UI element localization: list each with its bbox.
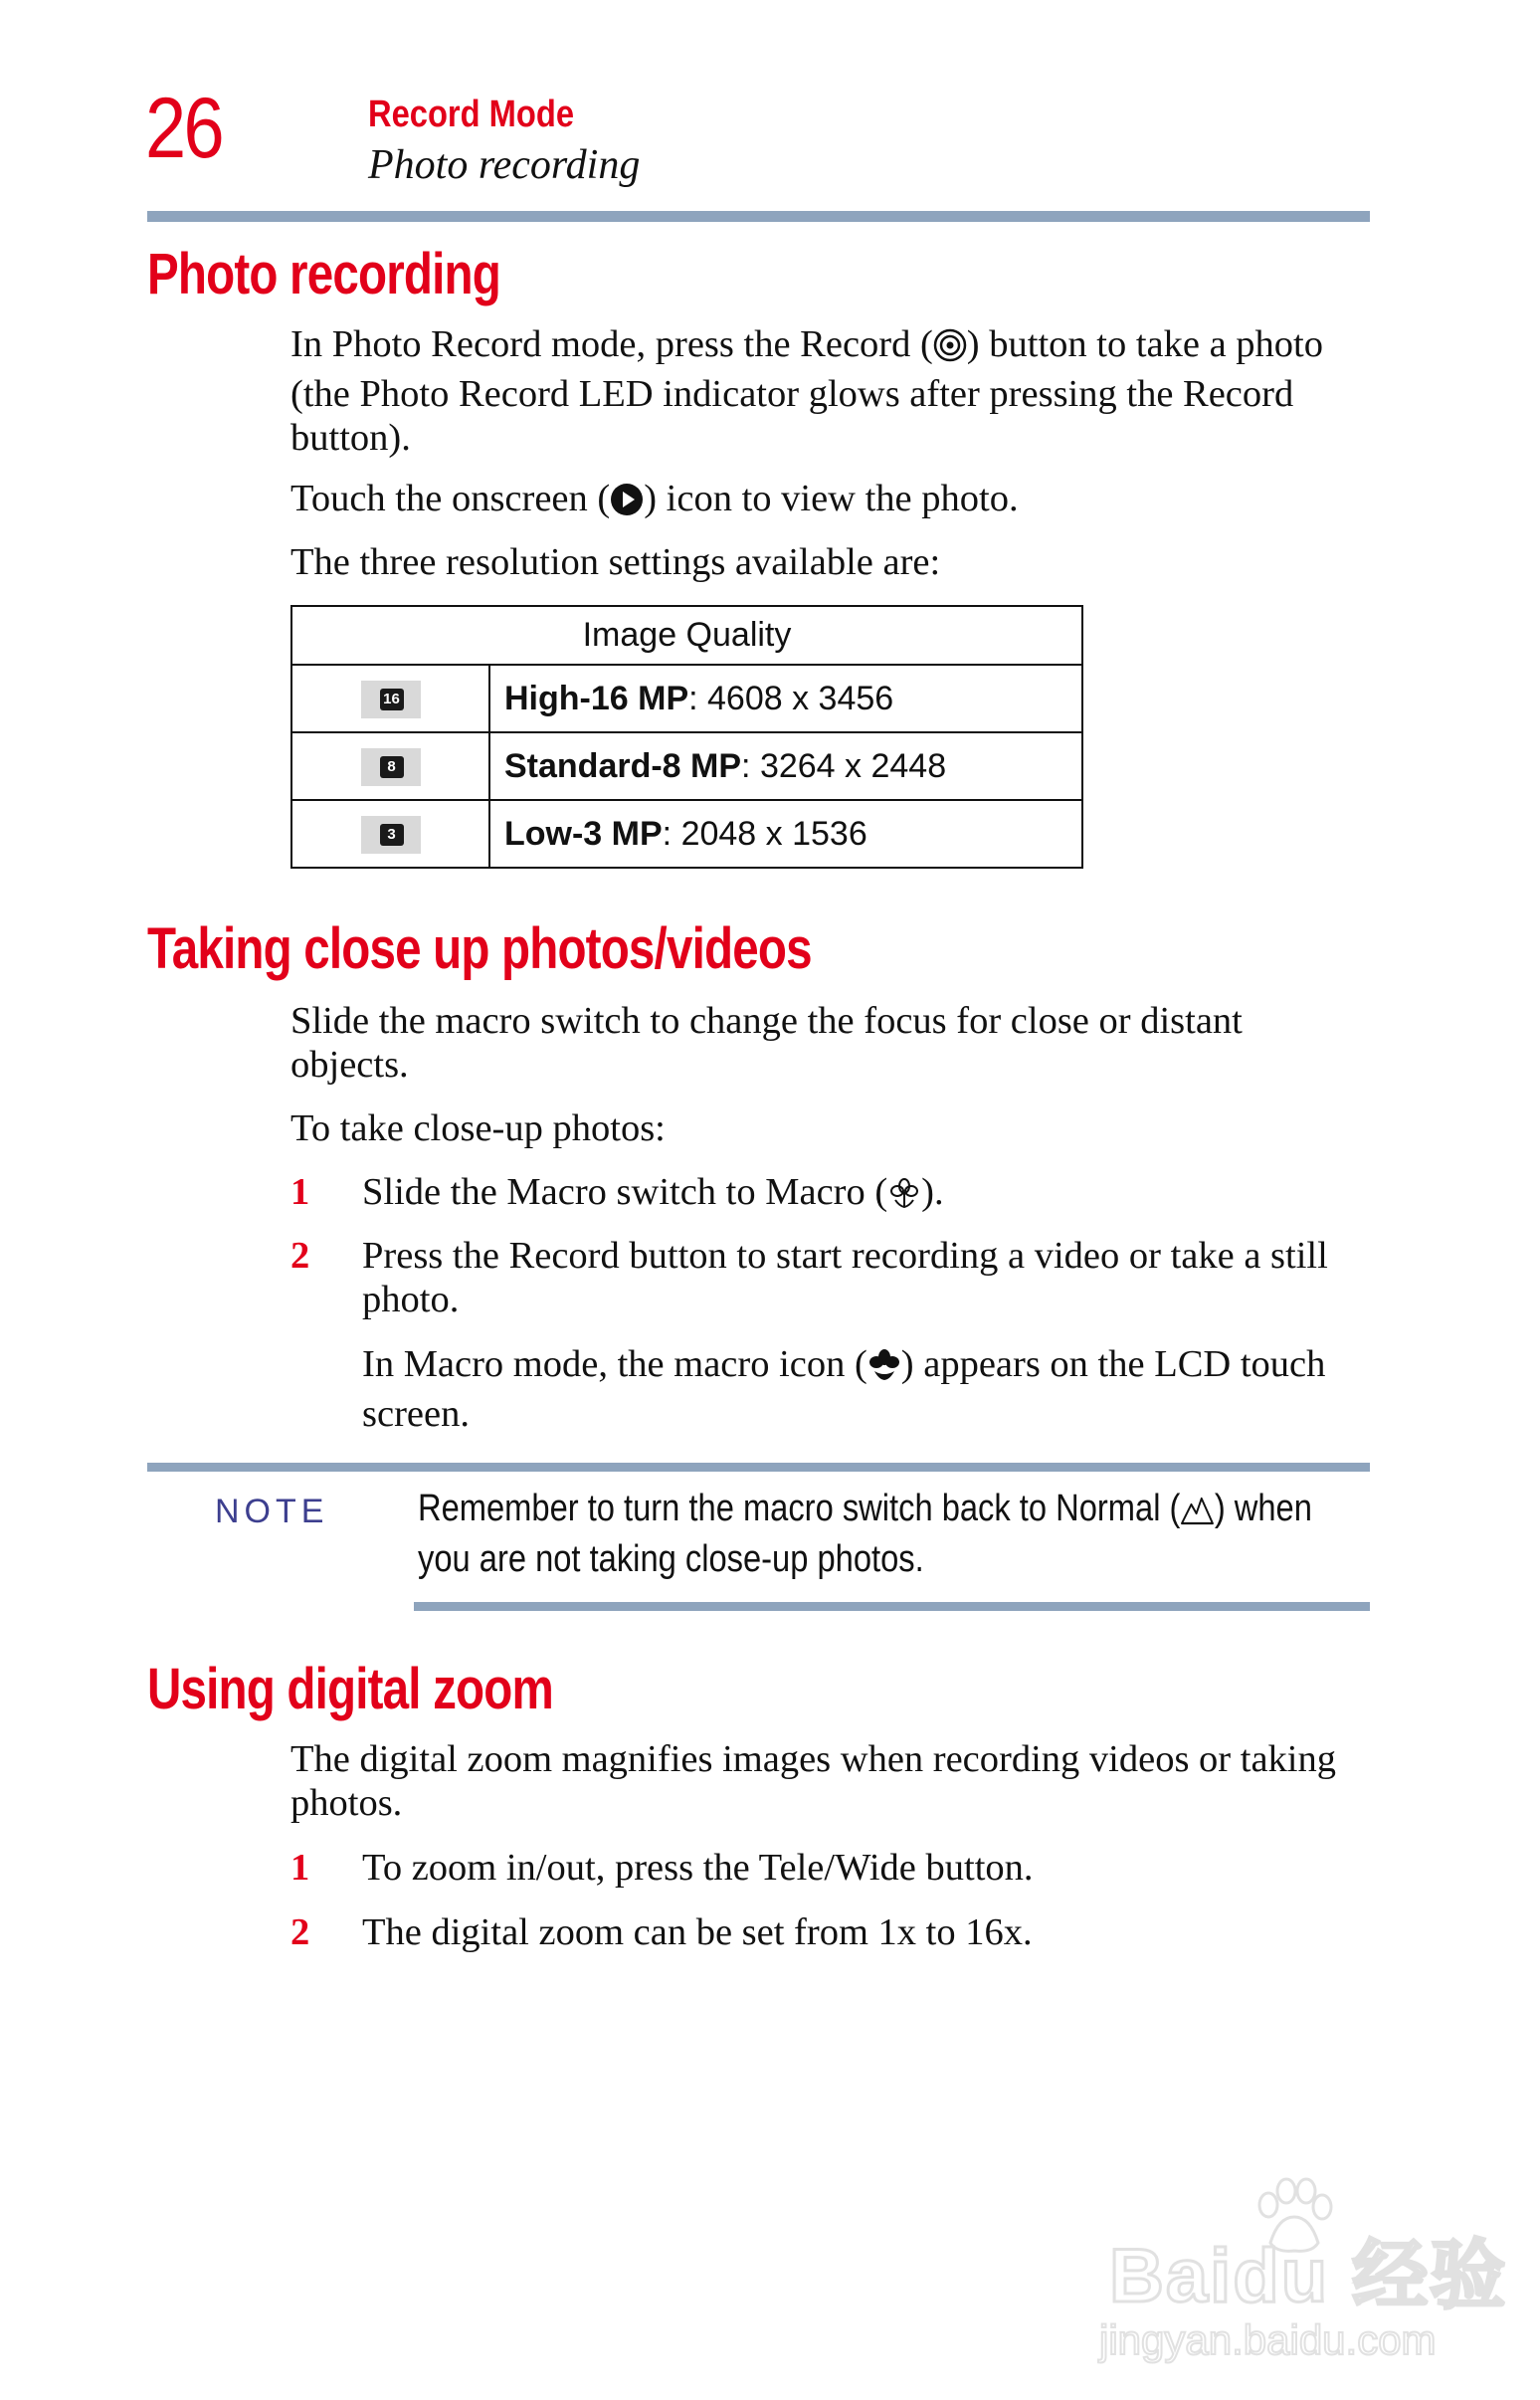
note-text: Remember to turn the macro switch back to Normal ( ) when you are not taking close-up photos.	[418, 1488, 1312, 1580]
watermark-sub: jingyan.baidu.com	[1099, 2316, 1437, 2363]
table-row	[291, 665, 1082, 732]
heading-digital-zoom: Using digital zoom	[147, 1657, 553, 1721]
table-row	[291, 732, 1082, 800]
note-label: NOTE	[215, 1493, 329, 1530]
close-up-intro: To take close-up photos:	[290, 1107, 666, 1149]
mountain-normal-icon	[1180, 1493, 1214, 1537]
step-text: The digital zoom can be set from 1x to 16x.	[362, 1911, 1033, 1953]
step-number: 1	[290, 1847, 310, 1889]
step-text: To zoom in/out, press the Tele/Wide button.	[362, 1847, 1034, 1889]
step-number: 2	[290, 1911, 310, 1953]
macro-switch-paragraph: Slide the macro switch to change the focus for close or distant objects.	[290, 1000, 1243, 1086]
step-text: Press the Record button to start recording a video or take a still photo.	[362, 1235, 1328, 1320]
step-text: Slide the Macro switch to Macro ( ).	[362, 1170, 1372, 1220]
heading-photo-recording: Photo recording	[147, 242, 500, 306]
table-header: Image Quality	[291, 606, 1082, 665]
image-quality-table	[290, 605, 1083, 869]
digital-zoom-paragraph: The digital zoom magnifies images when recording videos or taking photos.	[290, 1738, 1336, 1824]
resolution-value: : 2048 x 1536	[662, 814, 867, 853]
header-rule	[147, 211, 1370, 222]
macro-flower-filled-icon	[867, 1348, 901, 1392]
resolution-label: High-16 MP	[504, 679, 689, 717]
table-row	[291, 800, 1082, 868]
page-number: 26	[145, 81, 223, 176]
record-button-icon	[933, 328, 967, 372]
view-photo-paragraph: Touch the onscreen ( ) icon to view the photo.	[290, 477, 1370, 526]
resolution-8mp-icon: 8	[361, 748, 421, 786]
section-subtitle: Photo recording	[368, 142, 641, 188]
step-number: 2	[290, 1235, 310, 1277]
resolution-label: Low-3 MP	[504, 814, 663, 853]
macro-mode-note: In Macro mode, the macro icon ( ) appears on the LCD touch screen.	[362, 1343, 1326, 1435]
resolution-label: Standard-8 MP	[504, 746, 742, 785]
macro-flower-outline-icon	[887, 1176, 921, 1220]
chapter-title: Record Mode	[368, 94, 575, 135]
resolution-intro: The three resolution settings available are:	[290, 541, 941, 583]
note-rule-top	[147, 1463, 1370, 1472]
baidu-watermark	[1099, 2177, 1508, 2376]
note-rule-bottom	[414, 1602, 1370, 1611]
play-icon	[610, 483, 644, 526]
step-number: 1	[290, 1171, 310, 1213]
watermark-main: Baidu 经验	[1109, 2234, 1508, 2318]
table-header-row	[291, 606, 1082, 665]
resolution-value: : 3264 x 2448	[741, 746, 947, 785]
photo-record-paragraph: In Photo Record mode, press the Record ( ) button to take a photo (the Photo Record LED indicator glows after pressing the Record button).	[290, 323, 1323, 459]
resolution-value: : 4608 x 3456	[688, 679, 894, 717]
resolution-3mp-icon: 3	[361, 816, 421, 854]
resolution-16mp-icon: 16	[361, 681, 421, 718]
heading-close-up: Taking close up photos/videos	[147, 916, 812, 981]
